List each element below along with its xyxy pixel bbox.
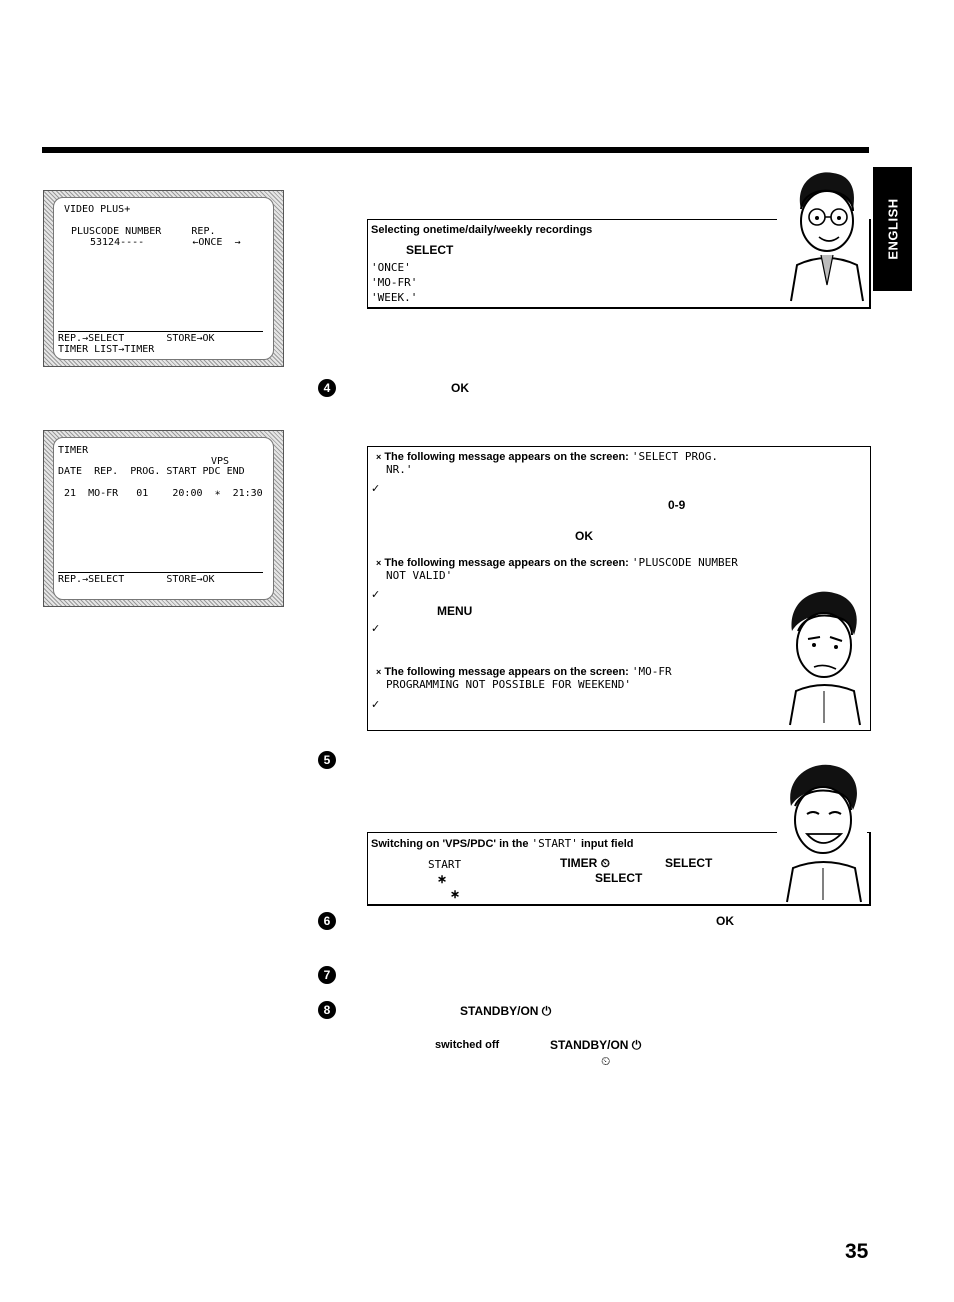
digit-keys: 0-9 (668, 498, 686, 512)
option-mo-fr: 'MO-FR' (371, 276, 418, 289)
standby-on-key: STANDBY/ON ⏻ (460, 1004, 552, 1018)
language-tab (873, 167, 912, 291)
cross-icon: × (376, 452, 382, 462)
ok-key: OK (451, 381, 469, 395)
timer-clock-icon: ⏲ (601, 1054, 611, 1068)
check-icon: ✓ (371, 483, 381, 495)
screen-title: VIDEO PLUS+ (64, 204, 131, 215)
screen-footer: REP.→SELECT STORE→OK (58, 333, 215, 344)
screen-title: TIMER (58, 445, 89, 456)
screen-vps-label: VPS (211, 456, 230, 467)
language-tab-label: ENGLISH (885, 198, 900, 260)
select-key: SELECT (595, 871, 643, 885)
ok-key: OK (575, 529, 593, 543)
problem-weekend: × The following message appears on the screen: 'MO-FR PROGRAMMING NOT POSSIBLE FOR WEEKEND' (376, 665, 672, 691)
screen-column-headers: PLUSCODE NUMBER REP. (71, 226, 216, 237)
menu-key: MENU (437, 604, 473, 618)
cartoon-man-smiling-illustration (777, 760, 867, 902)
check-icon: ✓ (371, 589, 381, 601)
screen-values: 53124---- ←ONCE → (90, 237, 241, 248)
step-5-marker: 5 (318, 751, 336, 769)
timer-key: TIMER ⏲ (560, 856, 611, 870)
tv-screen-timer (43, 430, 284, 607)
check-icon: ✓ (371, 699, 381, 711)
switched-off-text: switched off (435, 1039, 500, 1051)
step-7-marker: 7 (318, 966, 336, 984)
step-4-marker: 4 (318, 379, 336, 397)
option-week: 'WEEK.' (371, 291, 418, 304)
screen-values: 21 MO-FR 01 20:00 ∗ 21:30 (58, 488, 263, 499)
cross-icon: × (376, 558, 382, 568)
standby-on-key: STANDBY/ON ⏻ (550, 1038, 642, 1052)
screen-column-headers: DATE REP. PROG. START PDC END (58, 466, 245, 477)
tip-title: Switching on 'VPS/PDC' in the 'START' input field (371, 837, 634, 850)
ok-key: OK (716, 914, 734, 928)
page-number: 35 (845, 1240, 869, 1263)
select-key: SELECT (406, 243, 454, 257)
step-6-marker: 6 (318, 912, 336, 930)
cross-icon: × (376, 667, 382, 677)
option-once: 'ONCE' (371, 261, 411, 274)
step-8-marker: 8 (318, 1001, 336, 1019)
star-symbol: ∗ (437, 872, 448, 886)
tv-screen-video-plus (43, 190, 284, 367)
cartoon-man-thinking-illustration (780, 587, 866, 725)
select-key: SELECT (665, 856, 713, 870)
screen-footer: TIMER LIST→TIMER (58, 344, 155, 355)
header-rule (42, 147, 869, 153)
start-field-label: START (428, 858, 462, 871)
cartoon-man-glasses-illustration (777, 165, 869, 301)
screen-footer: REP.→SELECT STORE→OK (58, 574, 215, 585)
star-symbol: ∗ (450, 887, 461, 901)
tip-title: Selecting onetime/daily/weekly recordings (371, 224, 593, 236)
problem-pluscode-invalid: × The following message appears on the screen: 'PLUSCODE NUMBER NOT VALID' (376, 556, 738, 582)
problem-select-prog: × The following message appears on the screen: 'SELECT PROG. NR.' (376, 450, 718, 476)
check-icon: ✓ (371, 623, 381, 635)
